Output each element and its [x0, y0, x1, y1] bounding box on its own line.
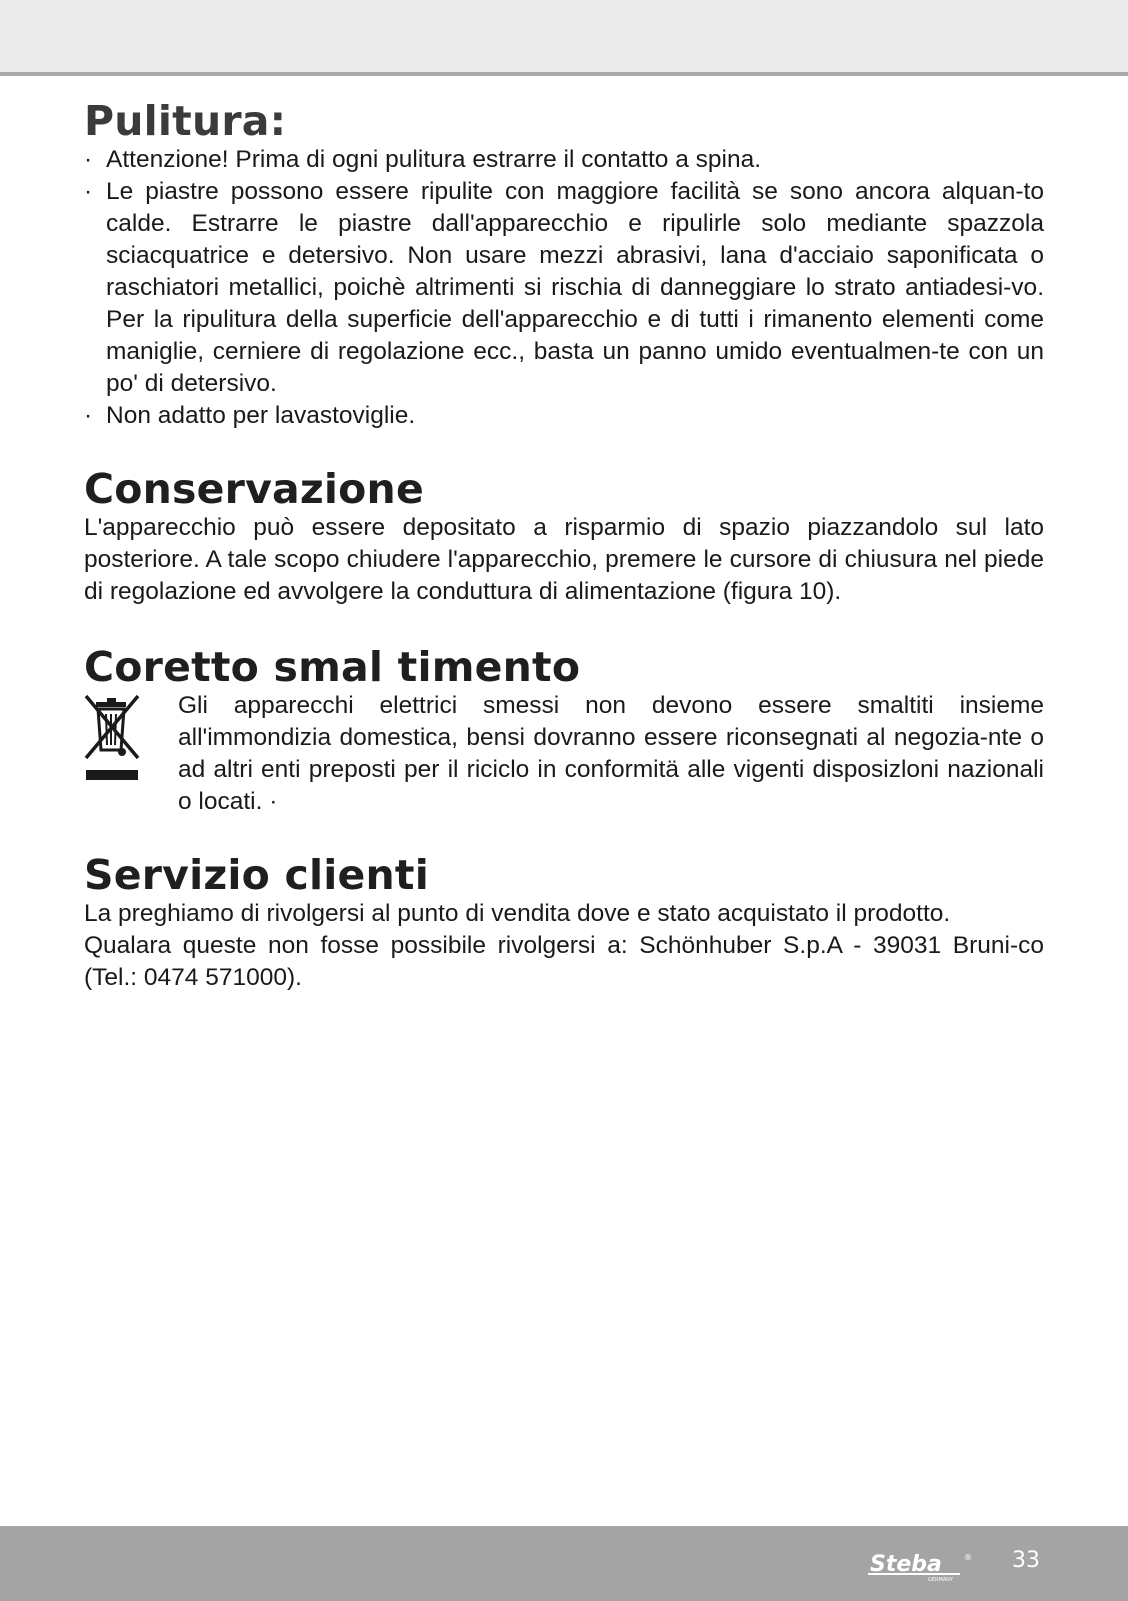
logo-sub-text: GERMANY — [928, 1577, 954, 1582]
list-item — [84, 400, 1044, 432]
header-band — [0, 0, 1128, 76]
crossed-out-wheelie-bin-icon — [84, 692, 140, 784]
steba-logo — [868, 1550, 980, 1582]
heading-pulitura: Pulitura: — [84, 97, 287, 145]
list-item-text: Attenzione! Prima di ogni pulitura estrarre il contatto a spina. — [106, 146, 762, 173]
section-pulitura — [84, 98, 1044, 432]
disposal-block — [84, 690, 1044, 818]
page-number: 33 — [1012, 1548, 1040, 1573]
section-conservazione — [84, 466, 1044, 608]
servizio-line-2: Qualara queste non fosse possibile rivolgersi a: Schönhuber S.p.A - 39031 Bruni-co (Tel.: 0474 571000). — [84, 932, 1044, 991]
list-item-text: Le piastre possono essere ripulite con maggiore facilità se sono ancora alquan-to calde. Estrarre le piastre dall'apparecchio e ripulirle solo mediante spazzola sciacquatrice e detersivo. Non usare mezzi abrasivi, lana d'acciaio saponificata o raschiatori metallici, poichè altrimenti si rischia di danneggiare lo strato antiadesi-vo. Per la ripulitura della superficie dell'apparecchio e di tutti i rimanento elementi come maniglie, cerniere di regolazione ecc., basta un panno umido eventualmen-te con un po' di detersivo. — [106, 178, 1044, 397]
section-servizio — [84, 852, 1044, 994]
section-smaltimento — [84, 644, 1044, 818]
page-content — [84, 98, 1044, 994]
bullet-mark: · — [84, 146, 93, 173]
heading-conservazione: Conservazione — [84, 465, 424, 513]
heading-smaltimento: Coretto smal timento — [84, 643, 581, 691]
list-item — [84, 176, 1044, 400]
list-item-text: Non adatto per lavastoviglie. — [106, 402, 416, 429]
heading-servizio: Servizio clienti — [84, 851, 429, 899]
footer-band — [0, 1526, 1128, 1601]
pulitura-list — [84, 144, 1044, 432]
list-item — [84, 144, 1044, 176]
bullet-mark: · — [84, 178, 93, 205]
conservazione-text: L'apparecchio può essere depositato a risparmio di spazio piazzandolo sul lato posteriore. A tale scopo chiudere l'apparecchio, premere le cursore di chiusura nel piede di regolazione ed avvolgere la conduttura di alimentazione (figura 10). — [84, 514, 1044, 605]
logo-brand-text: Steba — [870, 1552, 942, 1577]
svg-text:®: ® — [964, 1553, 972, 1562]
servizio-line-1: La preghiamo di rivolgersi al punto di vendita dove e stato acquistato il prodotto. — [84, 900, 951, 927]
bullet-mark: · — [84, 402, 93, 429]
smaltimento-text: Gli apparecchi elettrici smessi non devono essere smaltiti insieme all'immondizia domestica, bensi dovranno essere riconsegnati al negozia-nte o ad altri enti preposti per il riciclo in conformitä alle vigenti disposizloni nazionali o locati. · — [178, 692, 1044, 815]
